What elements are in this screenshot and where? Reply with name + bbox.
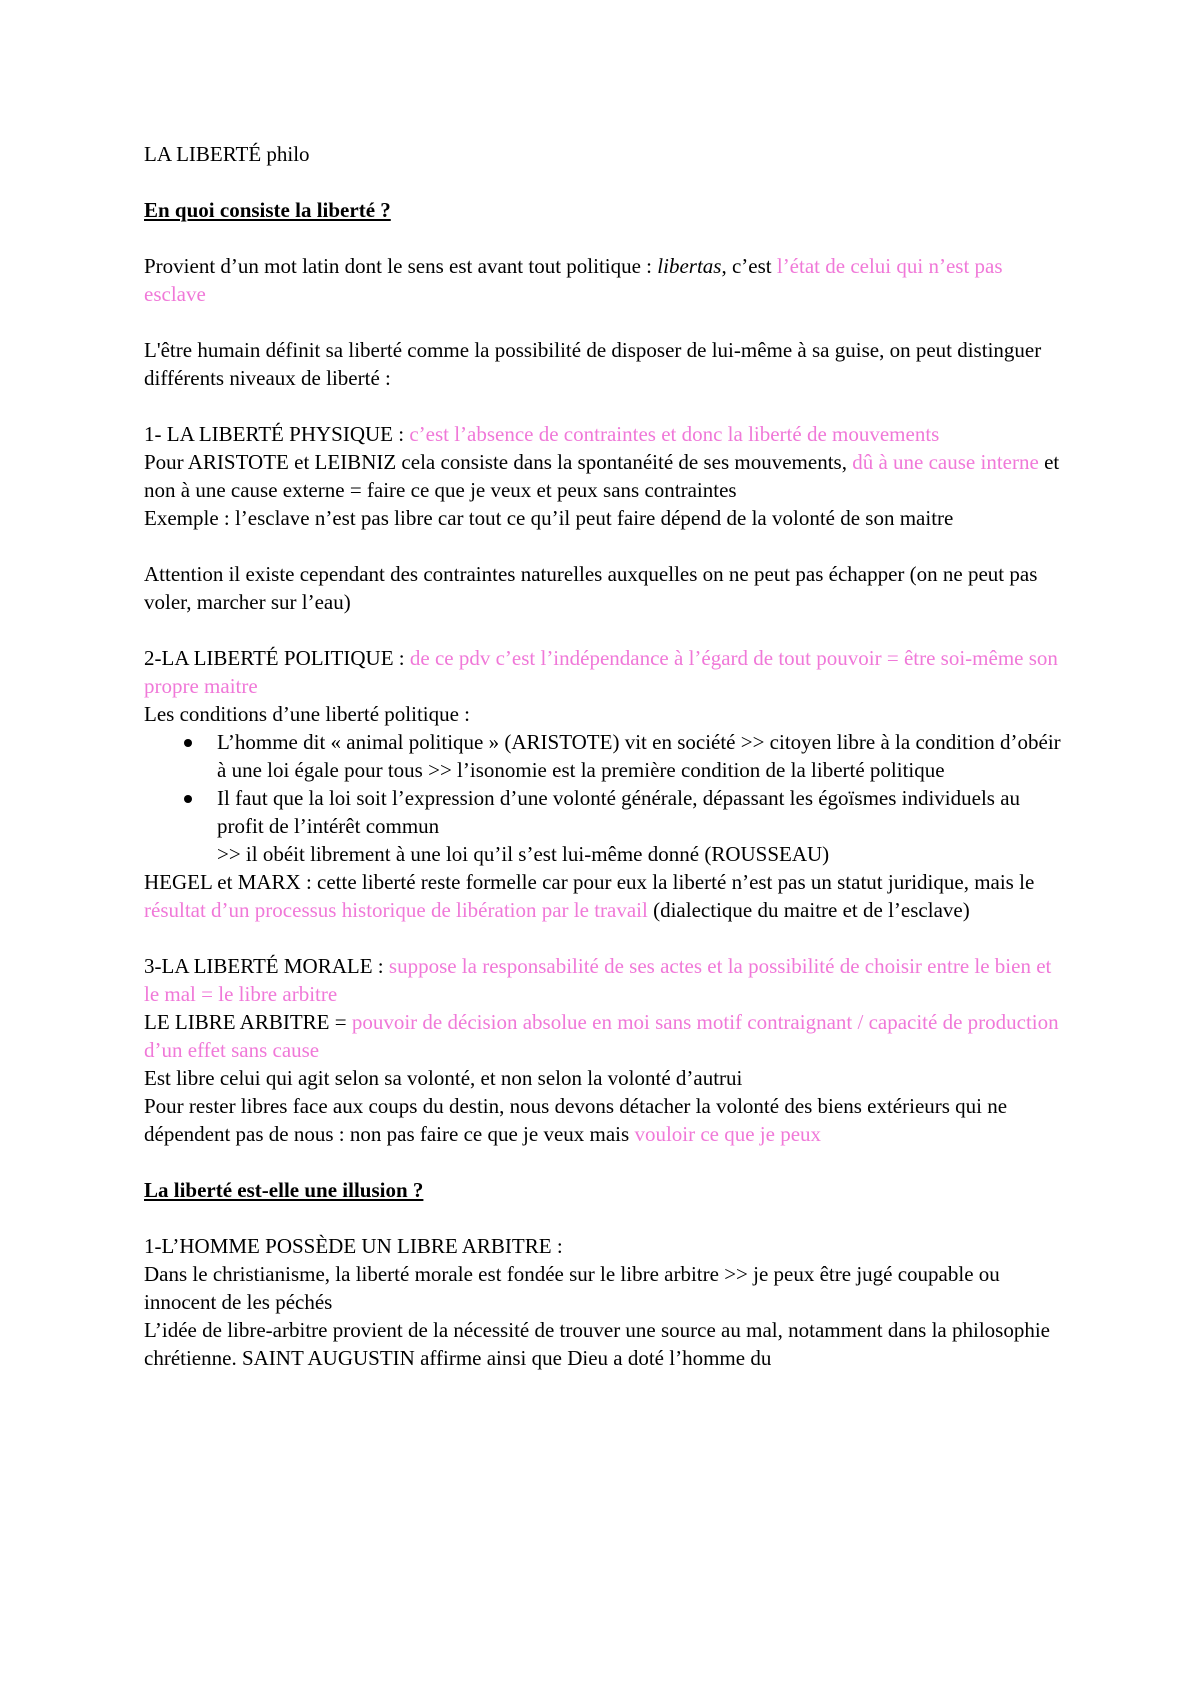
text: HEGEL et MARX : cette liberté reste formelle car pour eux la liberté n’est pas un statut juridique, mais le [144,870,1035,894]
paragraph [144,1092,1064,1148]
list-item: L’homme dit « animal politique » (ARISTOTE) vit en société >> citoyen libre à la condition d’obéir à une loi égale pour tous >> l’isonomie est la première condition de la liberté politique [144,728,1064,784]
text: (dialectique du maitre et de l’esclave) [647,898,970,922]
list-item-continuation: >> il obéit librement à une loi qu’il s’est lui-même donné (ROUSSEAU) [217,842,830,866]
paragraph: L’idée de libre-arbitre provient de la nécessité de trouver une source au mal, notamment dans la philosophie chrétienne. SAINT AUGUSTIN affirme ainsi que Dieu a doté l’homme du [144,1318,1050,1370]
highlight-text: résultat d’un processus historique de libération par le travail [144,898,648,922]
highlight-text: dû à une cause interne [852,450,1039,474]
paragraph: Exemple : l’esclave n’est pas libre car tout ce qu’il peut faire dépend de la volonté de son maitre [144,506,954,530]
text: Pour rester libres face aux coups du destin, nous devons détacher la volonté des biens extérieurs qui ne dépendent pas de nous : non pas faire ce que je veux mais [144,1094,1008,1146]
text: Pour ARISTOTE et LEIBNIZ cela consiste dans la spontanéité de ses mouvements, [144,450,853,474]
list-item: Il faut que la loi soit l’expression d’une volonté générale, dépassant les égoïsmes individuels au profit de l’intérêt commun [144,784,1064,840]
subsection-title: 1- LA LIBERTÉ PHYSIQUE : [144,422,410,446]
italic-term: libertas [657,254,722,278]
paragraph: Dans le christianisme, la liberté morale est fondée sur le libre arbitre >> je peux être jugé coupable ou innocent de les péchés [144,1262,1000,1314]
paragraph-intro: L'être humain définit sa liberté comme la possibilité de disposer de lui-même à sa guise, on peut distinguer différents niveaux de liberté : [144,338,1042,390]
text: Provient d’un mot latin dont le sens est avant tout politique : [144,254,658,278]
paragraph [144,448,1064,504]
text: LE LIBRE ARBITRE = [144,1010,352,1034]
paragraph: Attention il existe cependant des contraintes naturelles auxquelles on ne peut pas échapper (on ne peut pas voler, marcher sur l’eau) [144,562,1038,614]
subsection-morale [144,952,1064,1008]
highlight-text: l’état de celui qui n’est pas esclave [144,254,1003,306]
highlight-text: c’est l’absence de contraintes et donc la liberté de mouvements [409,422,940,446]
paragraph: Est libre celui qui agit selon sa volonté, et non selon la volonté d’autrui [144,1066,743,1090]
subsection-libre-arbitre: 1-L’HOMME POSSÈDE UN LIBRE ARBITRE : [144,1234,563,1258]
document-page [144,140,1064,1372]
subsection-politique [144,644,1064,700]
subsection-title: 3-LA LIBERTÉ MORALE : [144,954,389,978]
highlight-text: pouvoir de décision absolue en moi sans motif contraignant / capacité de production d’un effet sans cause [144,1010,1059,1062]
subsection-physique [144,420,1064,448]
bullet-list [144,728,1064,840]
text: , c’est [721,254,777,278]
paragraph [144,1008,1064,1064]
document-title: LA LIBERTÉ philo [144,142,310,166]
highlight-text: vouloir ce que je peux [634,1122,822,1146]
section-heading-2: La liberté est-elle une illusion ? [144,1178,424,1202]
paragraph [144,868,1064,924]
text: et non à une cause externe = faire ce que je veux et peux sans contraintes [144,450,1060,502]
highlight-text: suppose la responsabilité de ses actes et la possibilité de choisir entre le bien et le mal = le libre arbitre [144,954,1052,1006]
highlight-text: de ce pdv c’est l’indépendance à l’égard de tout pouvoir = être soi-même son propre maitre [144,646,1058,698]
section-heading-1: En quoi consiste la liberté ? [144,198,391,222]
paragraph: Les conditions d’une liberté politique : [144,702,471,726]
subsection-title: 2-LA LIBERTÉ POLITIQUE : [144,646,410,670]
paragraph-origin [144,252,1064,308]
